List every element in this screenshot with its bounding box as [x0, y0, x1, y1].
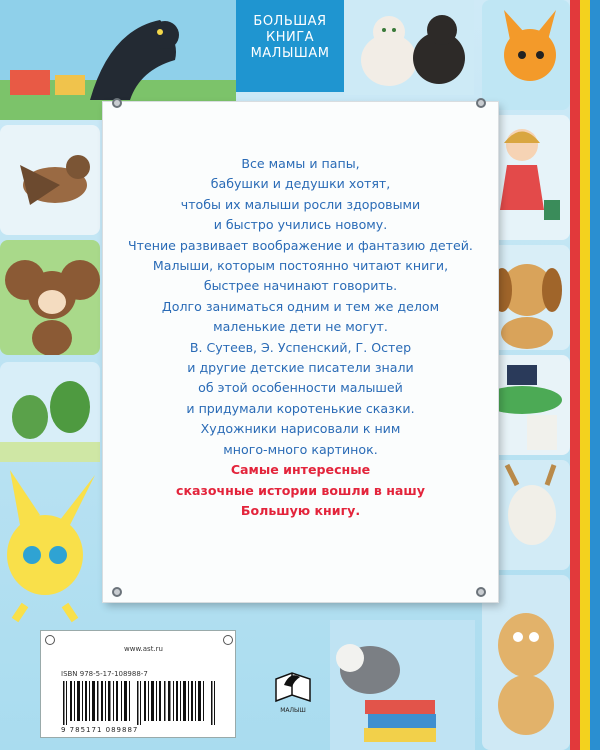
blue-stripe: [590, 0, 600, 750]
bunny-illustration: [0, 465, 100, 625]
blurb-highlight-line: сказочные истории вошли в нашу: [176, 482, 425, 498]
blurb-line: много-много картинок.: [223, 441, 378, 457]
fox-illustration: [482, 0, 570, 110]
blurb-highlight-line: Самые интересные: [230, 462, 371, 478]
barcode-digits: 9 785171 089887: [61, 726, 139, 734]
blurb-line: чтобы их малыши росли здоровыми: [180, 196, 421, 212]
cheburashka-illustration: [0, 240, 100, 355]
book-bird-logo-icon: [270, 665, 316, 705]
age-mark-icon: [45, 635, 55, 645]
series-title-line-3: МАЛЫШАМ: [250, 46, 330, 61]
blurb-line: Малыши, которым постоянно читают книги,: [152, 258, 449, 274]
blurb-line: бабушки и дедушки хотят,: [210, 176, 391, 192]
publisher-logo: [270, 665, 316, 720]
blurb-line: Долго заниматься одним и тем же делом: [161, 298, 440, 314]
isbn-number: ISBN 978-5-17-108988-7: [61, 670, 148, 678]
pin-icon: [112, 98, 122, 108]
publisher-name: МАЛЫШ: [280, 707, 306, 714]
pin-icon: [112, 587, 122, 597]
blurb-highlight-line: Большую книгу.: [240, 502, 361, 518]
yellow-stripe: [580, 0, 590, 750]
age-mark-icon: [223, 635, 233, 645]
pin-icon: [476, 98, 486, 108]
series-title-line-2: КНИГА: [265, 30, 315, 45]
publisher-website: www.ast.ru: [124, 645, 163, 653]
red-stripe: [570, 0, 580, 750]
blurb-line: Чтение развивает воображение и фантазию детей.: [128, 237, 473, 253]
blurb-line: Все мамы и папы,: [241, 156, 360, 171]
pin-icon: [476, 587, 486, 597]
series-title-line-1: БОЛЬШАЯ: [253, 14, 327, 29]
sparrow-illustration: [0, 125, 100, 235]
blurb-text: [103, 154, 498, 521]
barcode: [61, 681, 221, 725]
kitten-books-illustration: [330, 620, 475, 750]
frogs-illustration: [0, 362, 100, 462]
series-title-badge: [236, 0, 344, 92]
blurb-line: и другие детские писатели знали: [187, 360, 414, 376]
blurb-line: быстрее начинают говорить.: [203, 278, 398, 294]
barcode-panel: [40, 630, 236, 738]
kittens-illustration: [344, 0, 474, 95]
blurb-line: об этой особенности малышей: [198, 380, 403, 396]
blurb-line: и придумали коротенькие сказки.: [186, 400, 415, 416]
blurb-line: Художники нарисовали к ним: [200, 421, 401, 437]
blurb-line: и быстро учились новому.: [213, 217, 388, 233]
blurb-line: В. Сутеев, Э. Успенский, Г. Остер: [189, 339, 412, 355]
blurb-paper-sheet: [103, 102, 498, 602]
blurb-line: маленькие дети не могут.: [213, 319, 388, 335]
